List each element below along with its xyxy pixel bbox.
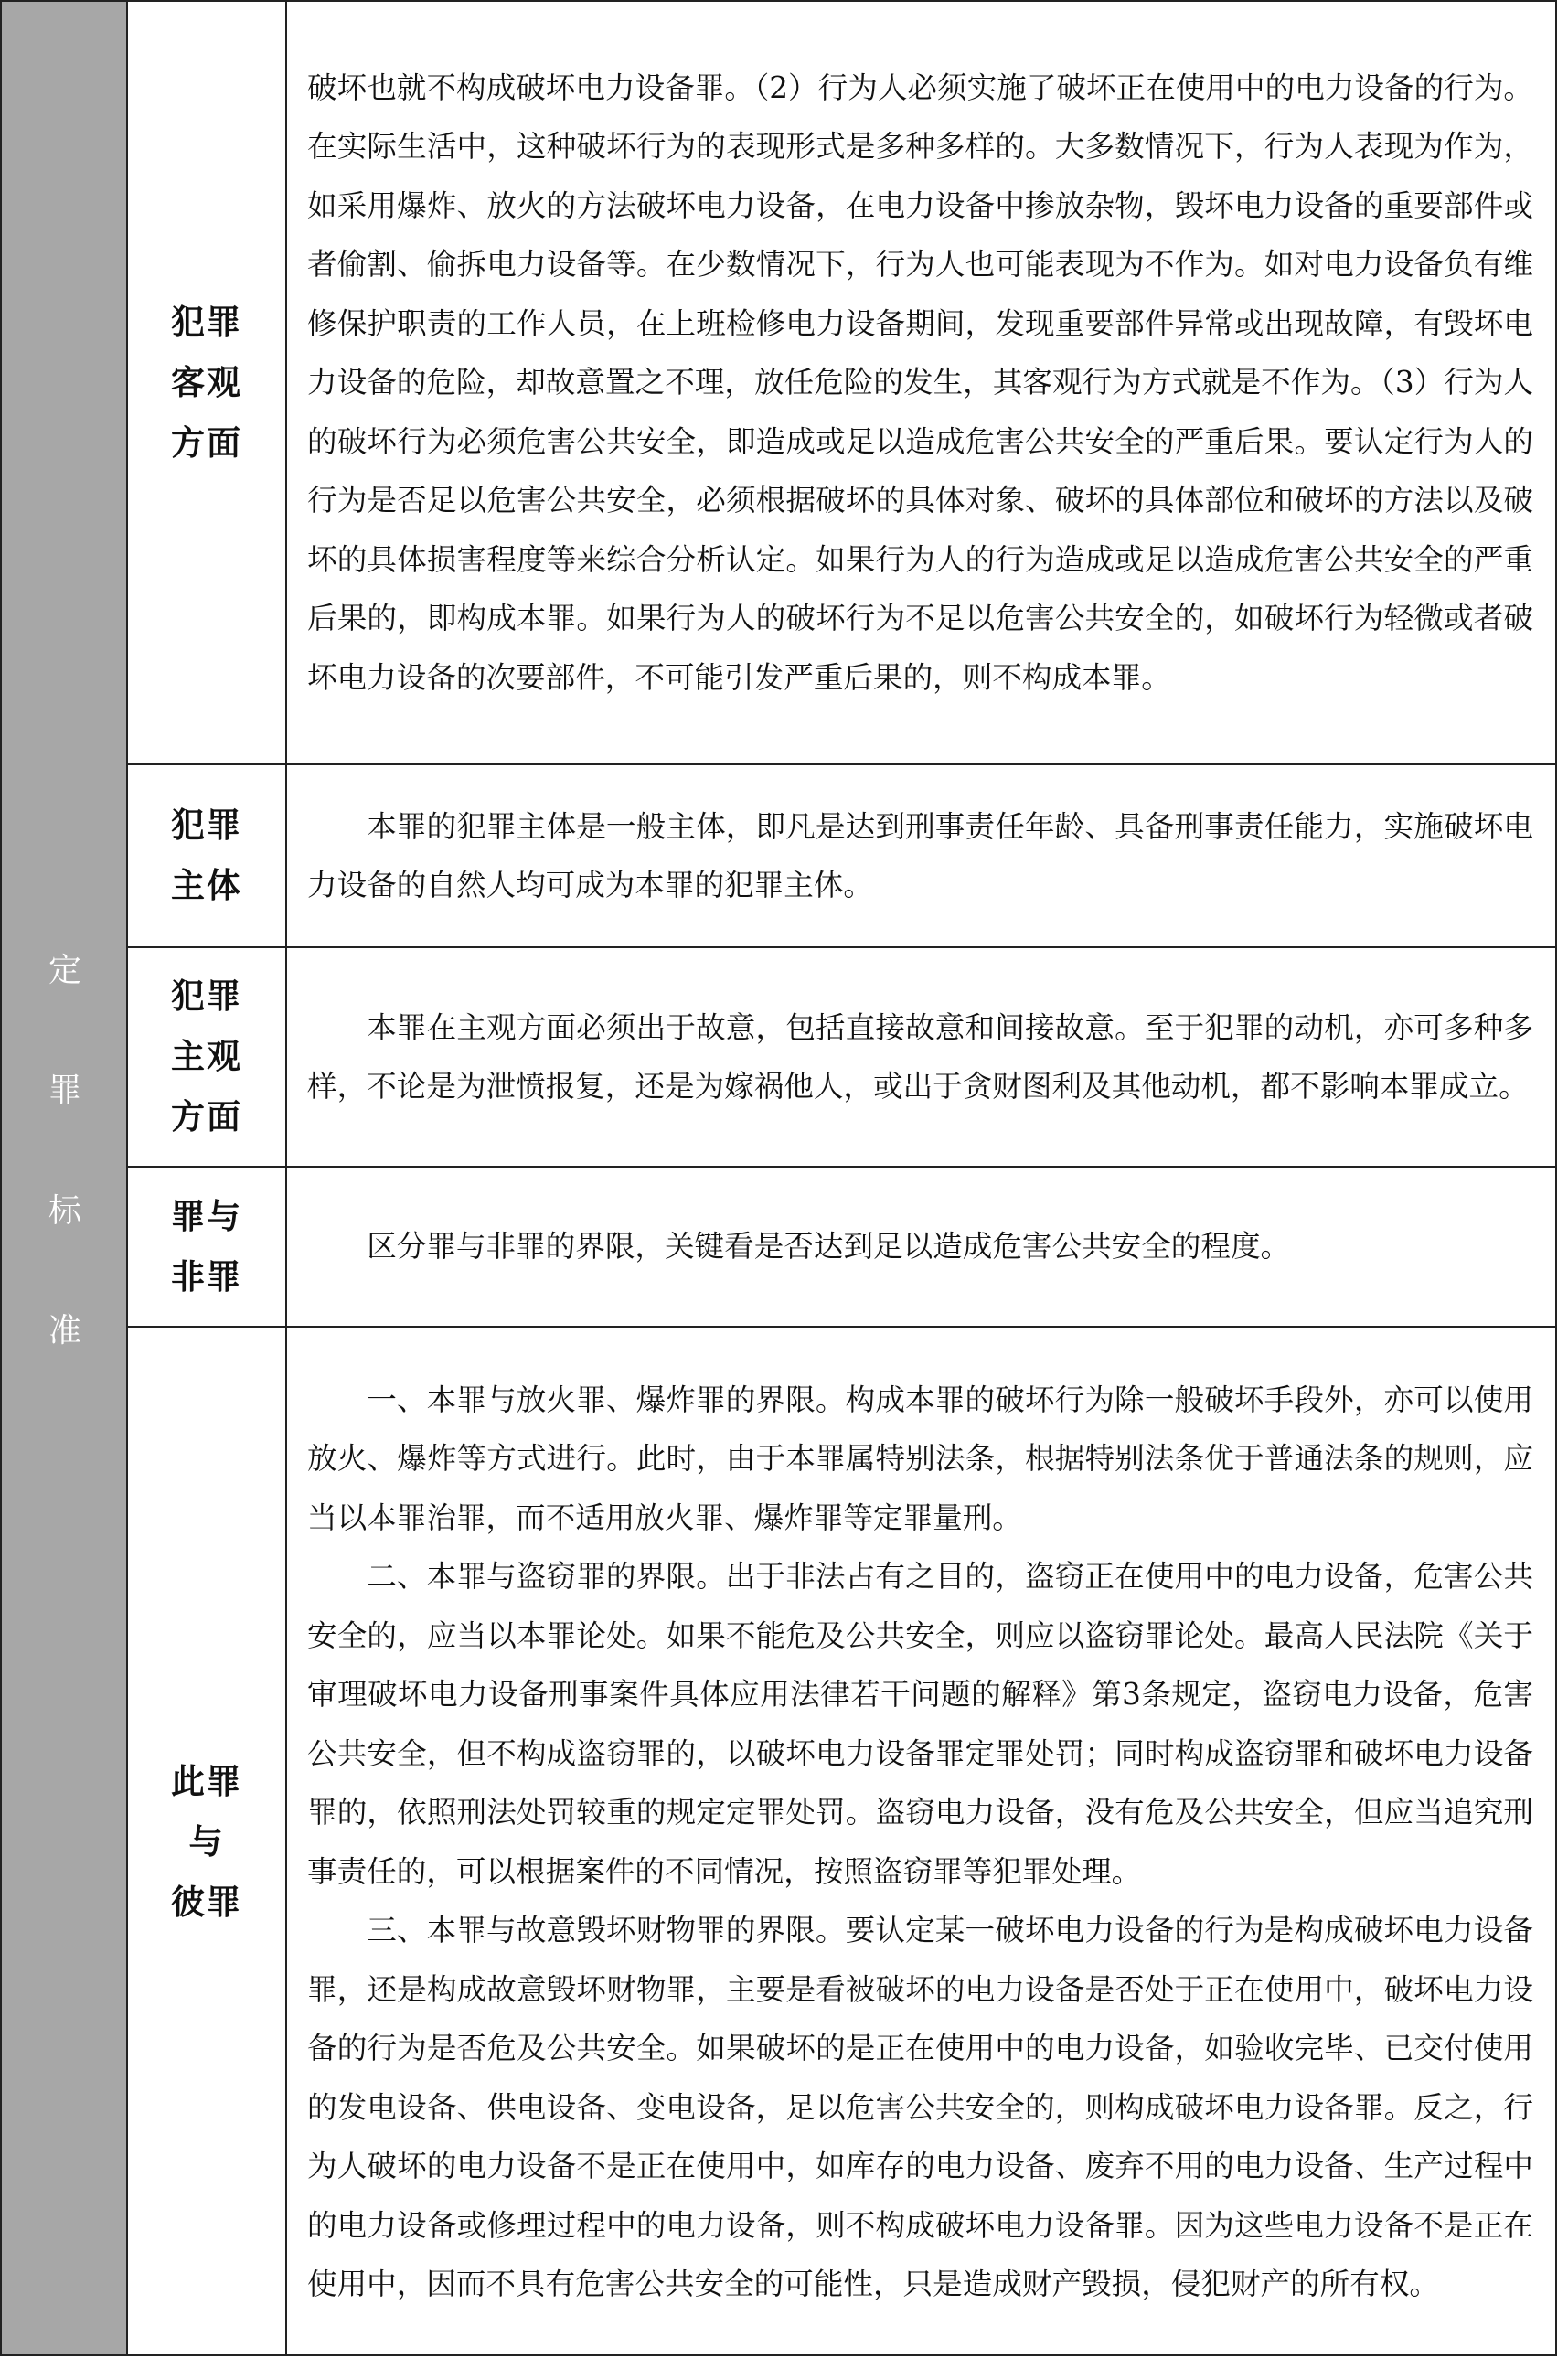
table-row-objective-aspect bbox=[128, 2, 1555, 765]
content-paragraph: 一、本罪与放火罪、爆炸罪的界限。构成本罪的破坏行为除一般破坏手段外，亦可以使用放火、爆炸等方式进行。此时，由于本罪属特别法条，根据特别法条优于普通法条的规则，应当以本罪治罪，而不适用放火罪、爆炸罪等定罪量刑。 bbox=[307, 1382, 1533, 1535]
row-content bbox=[307, 1168, 1533, 1326]
content-paragraph: 三、本罪与故意毁坏财物罪的界限。要认定某一破坏电力设备的行为是构成破坏电力设备罪，还是构成故意毁坏财物罪，主要是看被破坏的电力设备是否处于正在使用中，破坏电力设备的行为是否危及公共安全。如果破坏的是正在使用中的电力设备，如验收完毕、已交付使用的发电设备、供电设备、变电设备，足以危害公共安全的，则构成破坏电力设备罪。反之，行为人破坏的电力设备不是正在使用中，如库存的电力设备、废弃不用的电力设备、生产过程中的电力设备或修理过程中的电力设备，则不构成破坏电力设备罪。因为这些电力设备不是正在使用中，因而不具有危害公共安全的可能性，只是造成财产毁损，侵犯财产的所有权。 bbox=[307, 1913, 1533, 2301]
row-label-line: 方面 bbox=[171, 1097, 242, 1136]
side-label-char: 标 bbox=[48, 1192, 81, 1230]
row-label-line: 非罪 bbox=[171, 1256, 242, 1297]
row-label-line: 主观 bbox=[171, 1037, 242, 1076]
row-label-line: 犯罪 bbox=[171, 302, 242, 342]
row-label bbox=[128, 1328, 287, 2356]
row-content bbox=[307, 1328, 1533, 2356]
content-paragraph: 本罪的犯罪主体是一般主体，即凡是达到刑事责任年龄、具备刑事责任能力，实施破坏电力设备的自然人均可成为本罪的犯罪主体。 bbox=[307, 808, 1533, 902]
content-paragraph: 本罪在主观方面必须出于故意，包括直接故意和间接故意。至于犯罪的动机，亦可多种多样，不论是为泄愤报复，还是为嫁祸他人，或出于贪财图利及其他动机，都不影响本罪成立。 bbox=[307, 1009, 1533, 1104]
content-paragraph: 破坏也就不构成破坏电力设备罪。（2）行为人必须实施了破坏正在使用中的电力设备的行为。在实际生活中，这种破坏行为的表现形式是多种多样的。大多数情况下，行为人表现为作为，如采用爆炸、放火的方法破坏电力设备，在电力设备中掺放杂物，毁坏电力设备的重要部件或者偷割、偷拆电力设备等。在少数情况下，行为人也可能表现为不作为。如对电力设备负有维修保护职责的工作人员，在上班检修电力设备期间，发现重要部件异常或出现故障，有毁坏电力设备的危险，却故意置之不理，放任危险的发生，其客观行为方式就是不作为。（3）行为人的破坏行为必须危害公共安全，即造成或足以造成危害公共安全的严重后果。要认定行为人的行为是否足以危害公共安全，必须根据破坏的具体对象、破坏的具体部位和破坏的方法以及破坏的具体损害程度等来综合分析认定。如果行为人的行为造成或足以造成危害公共安全的严重后果的，即构成本罪。如果行为人的破坏行为不足以危害公共安全的，如破坏行为轻微或者破坏电力设备的次要部件，不可能引发严重后果的，则不构成本罪。 bbox=[307, 69, 1533, 695]
content-paragraph: 二、本罪与盗窃罪的界限。出于非法占有之目的，盗窃正在使用中的电力设备，危害公共安全的，应当以本罪论处。如果不能危及公共安全，则应以盗窃罪论处。最高人民法院《关于审理破坏电力设备刑事案件具体应用法律若干问题的解释》第3条规定，盗窃电力设备，危害公共安全，但不构成盗窃罪的，以破坏电力设备罪定罪处罚；同时构成盗窃罪和破坏电力设备罪的，依照刑法处罚较重的规定定罪处罚。盗窃电力设备，没有危及公共安全，但应当追究刑事责任的，可以根据案件的不同情况，按照盗窃罪等犯罪处理。 bbox=[307, 1559, 1533, 1889]
row-content bbox=[307, 765, 1533, 946]
side-column bbox=[2, 2, 128, 2354]
row-label bbox=[128, 765, 287, 946]
row-content bbox=[307, 948, 1533, 1166]
table-row-subject bbox=[128, 765, 1555, 948]
content-paragraph: 区分罪与非罪的界限，关键看是否达到足以造成危害公共安全的程度。 bbox=[367, 1229, 1291, 1265]
table-row-this-vs-other-crime bbox=[128, 1328, 1555, 2356]
table-row-subjective-aspect bbox=[128, 948, 1555, 1168]
row-label bbox=[128, 2, 287, 763]
row-label-line: 主体 bbox=[171, 866, 242, 905]
row-label-line: 客观 bbox=[171, 362, 242, 402]
row-label-line: 与 bbox=[188, 1821, 225, 1862]
table-row-crime-vs-noncrime bbox=[128, 1168, 1555, 1328]
row-label-line: 犯罪 bbox=[171, 806, 242, 845]
row-label-line: 方面 bbox=[171, 422, 242, 463]
row-label bbox=[128, 948, 287, 1166]
row-content bbox=[307, 2, 1533, 763]
side-label-char: 定 bbox=[48, 952, 81, 989]
row-label-line: 罪与 bbox=[171, 1196, 242, 1236]
row-label-line: 彼罪 bbox=[171, 1882, 242, 1922]
side-label-char: 罪 bbox=[48, 1072, 81, 1109]
row-label-line: 犯罪 bbox=[171, 976, 242, 1016]
row-label-line: 此罪 bbox=[171, 1761, 242, 1801]
row-label bbox=[128, 1168, 287, 1326]
side-label-char: 准 bbox=[48, 1312, 81, 1350]
